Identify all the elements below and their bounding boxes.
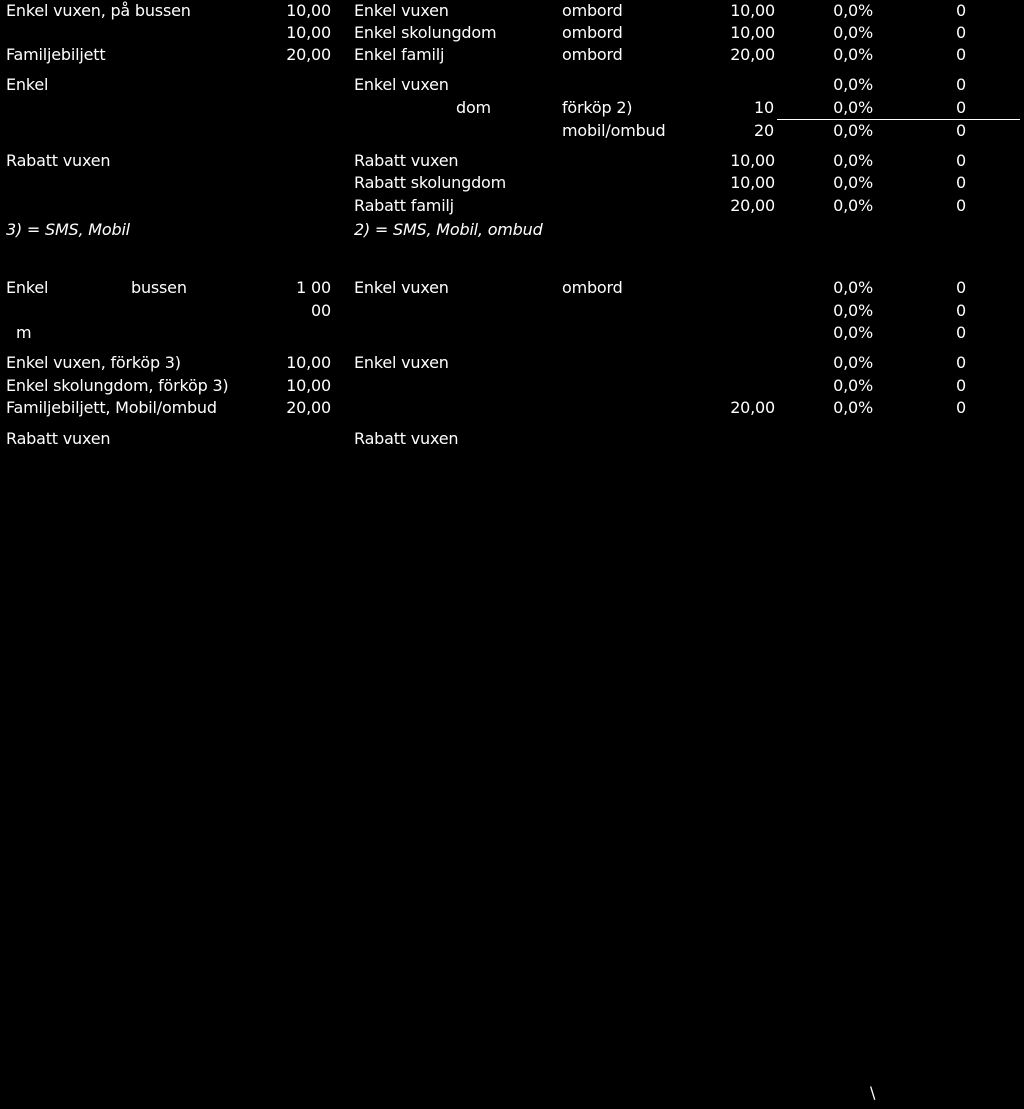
old-ticket-label: Familjebiljett, Mobil/ombud	[6, 398, 217, 417]
table-row	[0, 44, 1024, 66]
new-ticket-label: Rabatt familj	[354, 196, 454, 215]
table-row	[0, 150, 1024, 172]
old-ticket-label: Enkel	[6, 75, 49, 94]
sales-channel: ombord	[562, 1, 623, 20]
sales-channel: mobil/ombud	[562, 121, 666, 140]
new-price: 10,00	[730, 151, 775, 170]
change-amount: 0	[956, 323, 966, 342]
new-price: 20,00	[730, 45, 775, 64]
old-ticket-label-fragment: bussen	[131, 278, 187, 297]
table-row	[0, 322, 1024, 344]
old-price: 10,00	[286, 376, 331, 395]
table-row	[0, 172, 1024, 194]
new-ticket-label: Rabatt vuxen	[354, 429, 459, 448]
change-percent: 0,0%	[833, 173, 873, 192]
change-amount: 0	[956, 398, 966, 417]
sales-channel: ombord	[562, 278, 623, 297]
change-percent: 0,0%	[833, 45, 873, 64]
old-price: 00	[311, 301, 331, 320]
change-amount: 0	[956, 121, 966, 140]
sales-channel: ombord	[562, 45, 623, 64]
table-row	[0, 375, 1024, 397]
new-ticket-label: Enkel vuxen	[354, 75, 449, 94]
change-percent: 0,0%	[833, 23, 873, 42]
new-price: 10,00	[730, 23, 775, 42]
change-percent: 0,0%	[833, 376, 873, 395]
old-ticket-label: Rabatt vuxen	[6, 429, 111, 448]
table-row	[0, 74, 1024, 96]
change-amount: 0	[956, 98, 966, 117]
change-amount: 0	[956, 151, 966, 170]
change-percent: 0,0%	[833, 75, 873, 94]
new-ticket-label: Enkel familj	[354, 45, 445, 64]
new-ticket-label: Enkel vuxen	[354, 353, 449, 372]
change-amount: 0	[956, 23, 966, 42]
change-percent: 0,0%	[833, 1, 873, 20]
new-ticket-label: Rabatt skolungdom	[354, 173, 506, 192]
change-percent: 0,0%	[833, 398, 873, 417]
old-price: 10,00	[286, 353, 331, 372]
old-ticket-label: Familjebiljett	[6, 45, 106, 64]
sales-channel: ombord	[562, 23, 623, 42]
sales-channel: förköp 2)	[562, 98, 633, 117]
change-amount: 0	[956, 353, 966, 372]
new-ticket-label: Rabatt vuxen	[354, 151, 459, 170]
change-percent: 0,0%	[833, 353, 873, 372]
footnote-row	[0, 219, 1024, 241]
new-price: 20,00	[730, 398, 775, 417]
footnote-right: 2) = SMS, Mobil, ombud	[354, 220, 543, 239]
change-amount: 0	[956, 173, 966, 192]
table-row	[0, 352, 1024, 374]
old-price: 20,00	[286, 398, 331, 417]
new-price: 20	[754, 121, 774, 140]
change-amount: 0	[956, 45, 966, 64]
table-row	[0, 300, 1024, 322]
table-row	[0, 22, 1024, 44]
old-ticket-label: Enkel skolungdom, förköp 3)	[6, 376, 229, 395]
stray-mark: \	[870, 1083, 876, 1102]
change-amount: 0	[956, 1, 966, 20]
new-ticket-label: Enkel vuxen	[354, 1, 449, 20]
table-row	[0, 0, 1024, 22]
table-row	[0, 397, 1024, 419]
change-amount: 0	[956, 75, 966, 94]
old-ticket-label: Enkel vuxen, på bussen	[6, 1, 191, 20]
table-row	[0, 428, 1024, 450]
old-price: 10,00	[286, 1, 331, 20]
old-price: 1 00	[296, 278, 331, 297]
old-ticket-label: Enkel	[6, 278, 49, 297]
new-ticket-label-fragment: dom	[456, 98, 491, 117]
new-price: 20,00	[730, 196, 775, 215]
old-ticket-label: Enkel vuxen, förköp 3)	[6, 353, 181, 372]
old-price: 20,00	[286, 45, 331, 64]
new-price: 10	[754, 98, 774, 117]
table-row	[0, 97, 1024, 119]
change-percent: 0,0%	[833, 121, 873, 140]
new-ticket-label: Enkel skolungdom	[354, 23, 497, 42]
change-amount: 0	[956, 278, 966, 297]
old-ticket-label: Rabatt vuxen	[6, 151, 111, 170]
change-percent: 0,0%	[833, 323, 873, 342]
change-percent: 0,0%	[833, 98, 873, 117]
new-ticket-label: Enkel vuxen	[354, 278, 449, 297]
table-row	[0, 120, 1024, 142]
change-percent: 0,0%	[833, 196, 873, 215]
change-percent: 0,0%	[833, 301, 873, 320]
change-amount: 0	[956, 301, 966, 320]
table-row	[0, 277, 1024, 299]
new-price: 10,00	[730, 1, 775, 20]
new-price: 10,00	[730, 173, 775, 192]
change-amount: 0	[956, 376, 966, 395]
change-amount: 0	[956, 196, 966, 215]
old-ticket-label-fragment: m	[16, 323, 32, 342]
change-percent: 0,0%	[833, 278, 873, 297]
change-percent: 0,0%	[833, 151, 873, 170]
table-row	[0, 195, 1024, 217]
footnote-left: 3) = SMS, Mobil	[6, 220, 130, 239]
old-price: 10,00	[286, 23, 331, 42]
